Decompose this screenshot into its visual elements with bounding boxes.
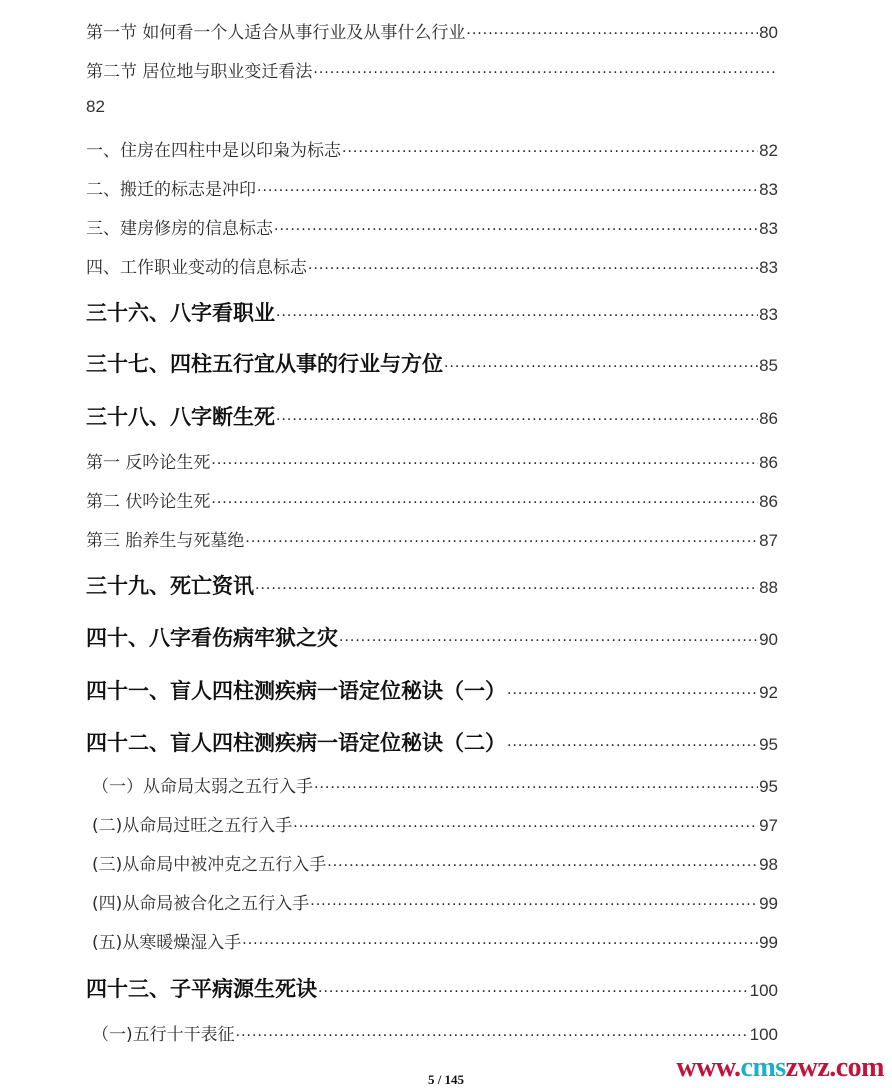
toc-chapter-entry[interactable] xyxy=(86,973,778,1003)
dot-leader xyxy=(257,183,758,199)
toc-entry-page: 100 xyxy=(749,1025,778,1044)
toc-entry-page: 83 xyxy=(759,219,778,238)
toc-entry[interactable] xyxy=(86,487,778,512)
toc-entry[interactable] xyxy=(86,928,778,953)
toc-entry-page: 92 xyxy=(759,683,778,702)
dot-leader xyxy=(310,897,758,913)
dot-leader xyxy=(339,633,758,649)
toc-entry-page: 88 xyxy=(759,578,778,597)
site-watermark xyxy=(676,1052,884,1084)
toc-chapter-entry[interactable] xyxy=(86,727,778,757)
toc-entry-title: 第一 反吟论生死 xyxy=(86,453,211,473)
toc-entry-title: 三十七、四柱五行宜从事的行业与方位 xyxy=(86,351,443,376)
toc-chapter-entry[interactable] xyxy=(86,622,778,652)
dot-leader xyxy=(342,144,758,160)
toc-entry-title: 一、住房在四柱中是以印枭为标志 xyxy=(86,141,341,161)
toc-entry[interactable] xyxy=(86,1020,778,1045)
toc-entry[interactable] xyxy=(86,57,778,82)
toc-entry-title: 第二节 居位地与职业变迁看法 xyxy=(86,62,313,82)
dot-leader xyxy=(308,261,758,277)
toc-entry[interactable] xyxy=(86,850,778,875)
dot-leader xyxy=(245,534,758,550)
toc-entry-page: 86 xyxy=(759,492,778,511)
toc-entry-page: 95 xyxy=(759,735,778,754)
dot-leader xyxy=(211,495,758,511)
toc-chapter-entry[interactable] xyxy=(86,401,778,431)
dot-leader xyxy=(314,780,758,796)
toc-entry[interactable] xyxy=(86,889,778,914)
toc-entry-page: 87 xyxy=(759,531,778,550)
toc-entry-title: (二)从命局过旺之五行入手 xyxy=(92,816,293,836)
dot-leader xyxy=(313,65,777,81)
toc-entry[interactable] xyxy=(86,214,778,239)
toc-entry-page: 83 xyxy=(759,180,778,199)
toc-entry-title: 三十八、八字断生死 xyxy=(86,404,275,429)
toc-entry-title: (四)从命局被合化之五行入手 xyxy=(92,894,310,914)
watermark-part: www. xyxy=(676,1052,741,1083)
toc-entry-title: 第一节 如何看一个人适合从事行业及从事什么行业 xyxy=(86,23,466,43)
dot-leader xyxy=(276,308,758,324)
toc-chapter-entry[interactable] xyxy=(86,297,778,327)
dot-leader xyxy=(293,819,758,835)
toc-entry[interactable] xyxy=(86,175,778,200)
toc-entry-page: 83 xyxy=(759,258,778,277)
dot-leader xyxy=(444,359,758,375)
toc-entry[interactable] xyxy=(86,811,778,836)
watermark-part: cms xyxy=(740,1052,786,1083)
toc-entry-title: 四十二、盲人四柱测疾病一语定位秘诀（二） xyxy=(86,730,506,755)
toc-entry-title: 三、建房修房的信息标志 xyxy=(86,219,273,239)
toc-entry-title: （一)五行十干表征 xyxy=(92,1025,235,1045)
dot-leader xyxy=(466,26,758,42)
toc-entry-title: (三)从命局中被冲克之五行入手 xyxy=(92,855,327,875)
watermark-part: zwz.com xyxy=(785,1052,884,1083)
toc-entry-title: 第三 胎养生与死墓绝 xyxy=(86,531,245,551)
dot-leader xyxy=(507,686,758,702)
toc-entry-page: 80 xyxy=(759,23,778,42)
toc-entry-page: 99 xyxy=(759,933,778,952)
dot-leader xyxy=(236,1028,749,1044)
toc-entry-title: （一）从命局太弱之五行入手 xyxy=(92,777,313,797)
toc-entry[interactable] xyxy=(86,136,778,161)
page-indicator: 5 / 145 xyxy=(427,1072,465,1087)
toc-entry-title: 四、工作职业变动的信息标志 xyxy=(86,258,307,278)
toc-entry-page: 82 xyxy=(759,141,778,160)
toc-entry-title: 二、搬迁的标志是冲印 xyxy=(86,180,256,200)
toc-entry-page: 99 xyxy=(759,894,778,913)
toc-entry-title: (五)从寒暖燥湿入手 xyxy=(92,933,242,953)
toc-entry-page: 85 xyxy=(759,356,778,375)
dot-leader xyxy=(211,456,758,472)
toc-entry-title: 四十三、子平病源生死诀 xyxy=(86,976,317,1001)
toc-entry-title: 四十、八字看伤病牢狱之灾 xyxy=(86,625,338,650)
toc-entry[interactable] xyxy=(86,18,778,43)
toc-entry[interactable] xyxy=(86,253,778,278)
toc-entry-title: 三十六、八字看职业 xyxy=(86,300,275,325)
toc-entry-page: 83 xyxy=(759,305,778,324)
toc-entry-title: 第二 伏吟论生死 xyxy=(86,492,211,512)
toc-entry-page: 97 xyxy=(759,816,778,835)
dot-leader xyxy=(274,222,758,238)
toc-chapter-entry[interactable] xyxy=(86,348,778,378)
toc-entry[interactable] xyxy=(86,448,778,473)
toc-entry[interactable] xyxy=(86,526,778,551)
toc-entry-page: 90 xyxy=(759,630,778,649)
dot-leader xyxy=(327,858,758,874)
toc-entry-page: 86 xyxy=(759,409,778,428)
toc-entry-title: 四十一、盲人四柱测疾病一语定位秘诀（一） xyxy=(86,678,506,703)
toc-chapter-entry[interactable] xyxy=(86,570,778,600)
toc-entry-page: 98 xyxy=(759,855,778,874)
dot-leader xyxy=(255,581,758,597)
toc-chapter-entry[interactable] xyxy=(86,675,778,705)
toc-entry-page: 86 xyxy=(759,453,778,472)
toc-entry-page: 95 xyxy=(759,777,778,796)
toc-entry-title: 三十九、死亡资讯 xyxy=(86,573,254,598)
dot-leader xyxy=(318,984,749,1000)
dot-leader xyxy=(507,738,758,754)
toc-wrapped-page-number: 82 xyxy=(86,97,105,116)
toc-entry[interactable] xyxy=(86,772,778,797)
dot-leader xyxy=(276,412,758,428)
dot-leader xyxy=(242,936,758,952)
toc-entry-page: 100 xyxy=(749,981,778,1000)
